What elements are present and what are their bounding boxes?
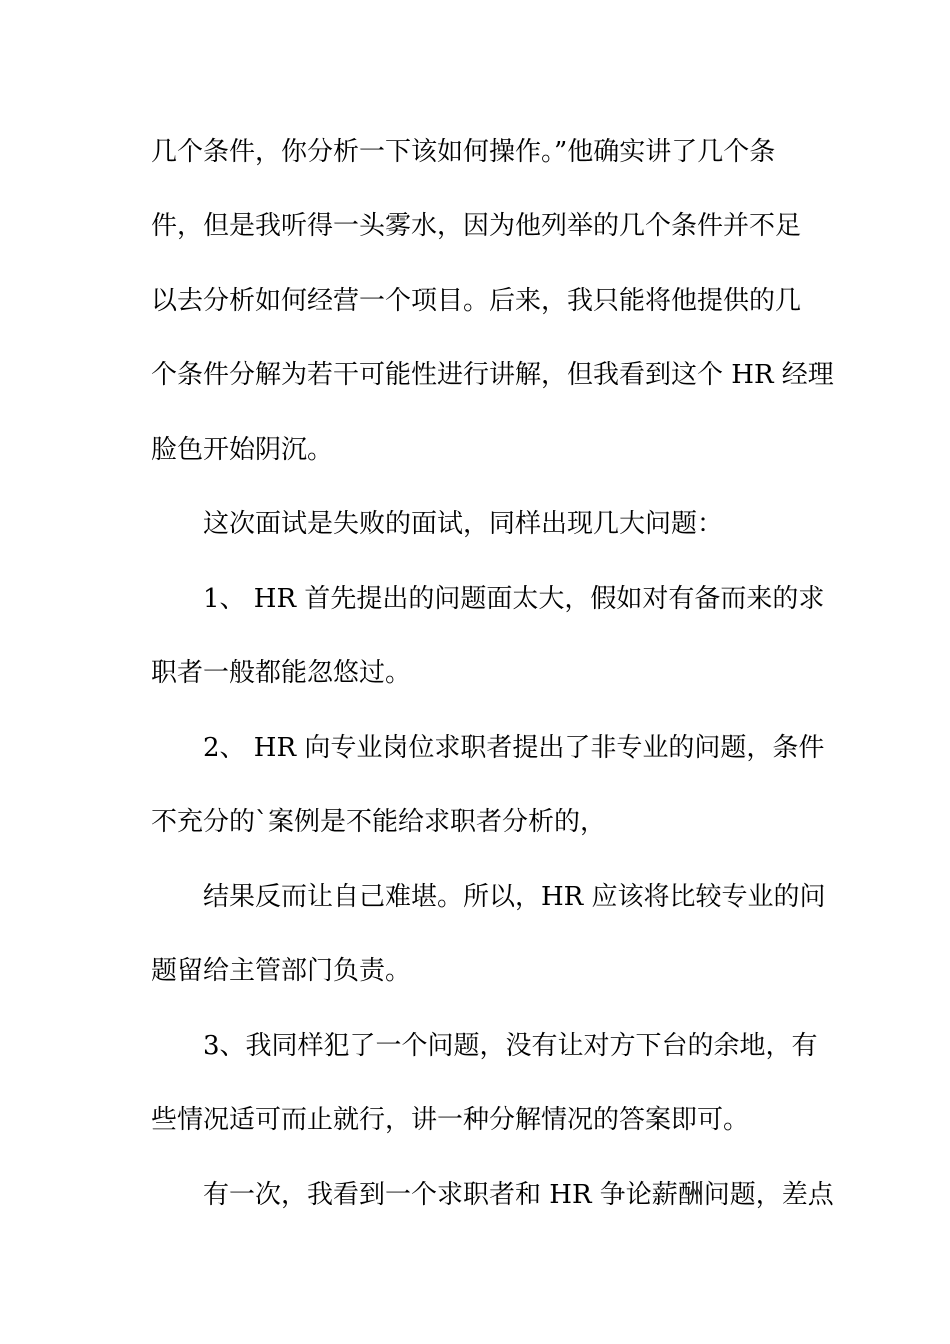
text-line-15: 有一次，我看到一个求职者和 HR 争论薪酬问题，差点 <box>203 1180 834 1210</box>
list-item-1-line-2: 职者一般都能忽悠过。 <box>151 658 412 688</box>
list-item-1-line-1: 1、 HR 首先提出的问题面太大，假如对有备而来的求 <box>203 584 825 614</box>
list-item-2-line-2: 不充分的`案例是不能给求职者分析的， <box>151 807 607 837</box>
text-line-6: 这次面试是失败的面试，同样出现几大问题： <box>203 509 724 539</box>
list-item-2-line-1: 2、 HR 向专业岗位求职者提出了非专业的问题，条件 <box>203 733 825 763</box>
text-line-12: 题留给主管部门负责。 <box>151 956 412 986</box>
text-line-1: 几个条件，你分析一下该如何操作。”他确实讲了几个条 <box>151 137 776 167</box>
text-line-11: 结果反而让自己难堪。所以，HR 应该将比较专业的问 <box>203 882 826 912</box>
list-item-3-line-1: 3、我同样犯了一个问题，没有让对方下台的余地，有 <box>203 1031 818 1061</box>
text-line-3: 以去分析如何经营一个项目。后来，我只能将他提供的几 <box>151 286 802 316</box>
list-item-3-line-2: 些情况适可而止就行，讲一种分解情况的答案即可。 <box>151 1105 750 1135</box>
text-line-2: 件，但是我听得一头雾水，因为他列举的几个条件并不足 <box>151 211 802 241</box>
text-line-5: 脸色开始阴沉。 <box>151 435 334 465</box>
text-line-4: 个条件分解为若干可能性进行讲解，但我看到这个 HR 经理 <box>151 360 834 390</box>
